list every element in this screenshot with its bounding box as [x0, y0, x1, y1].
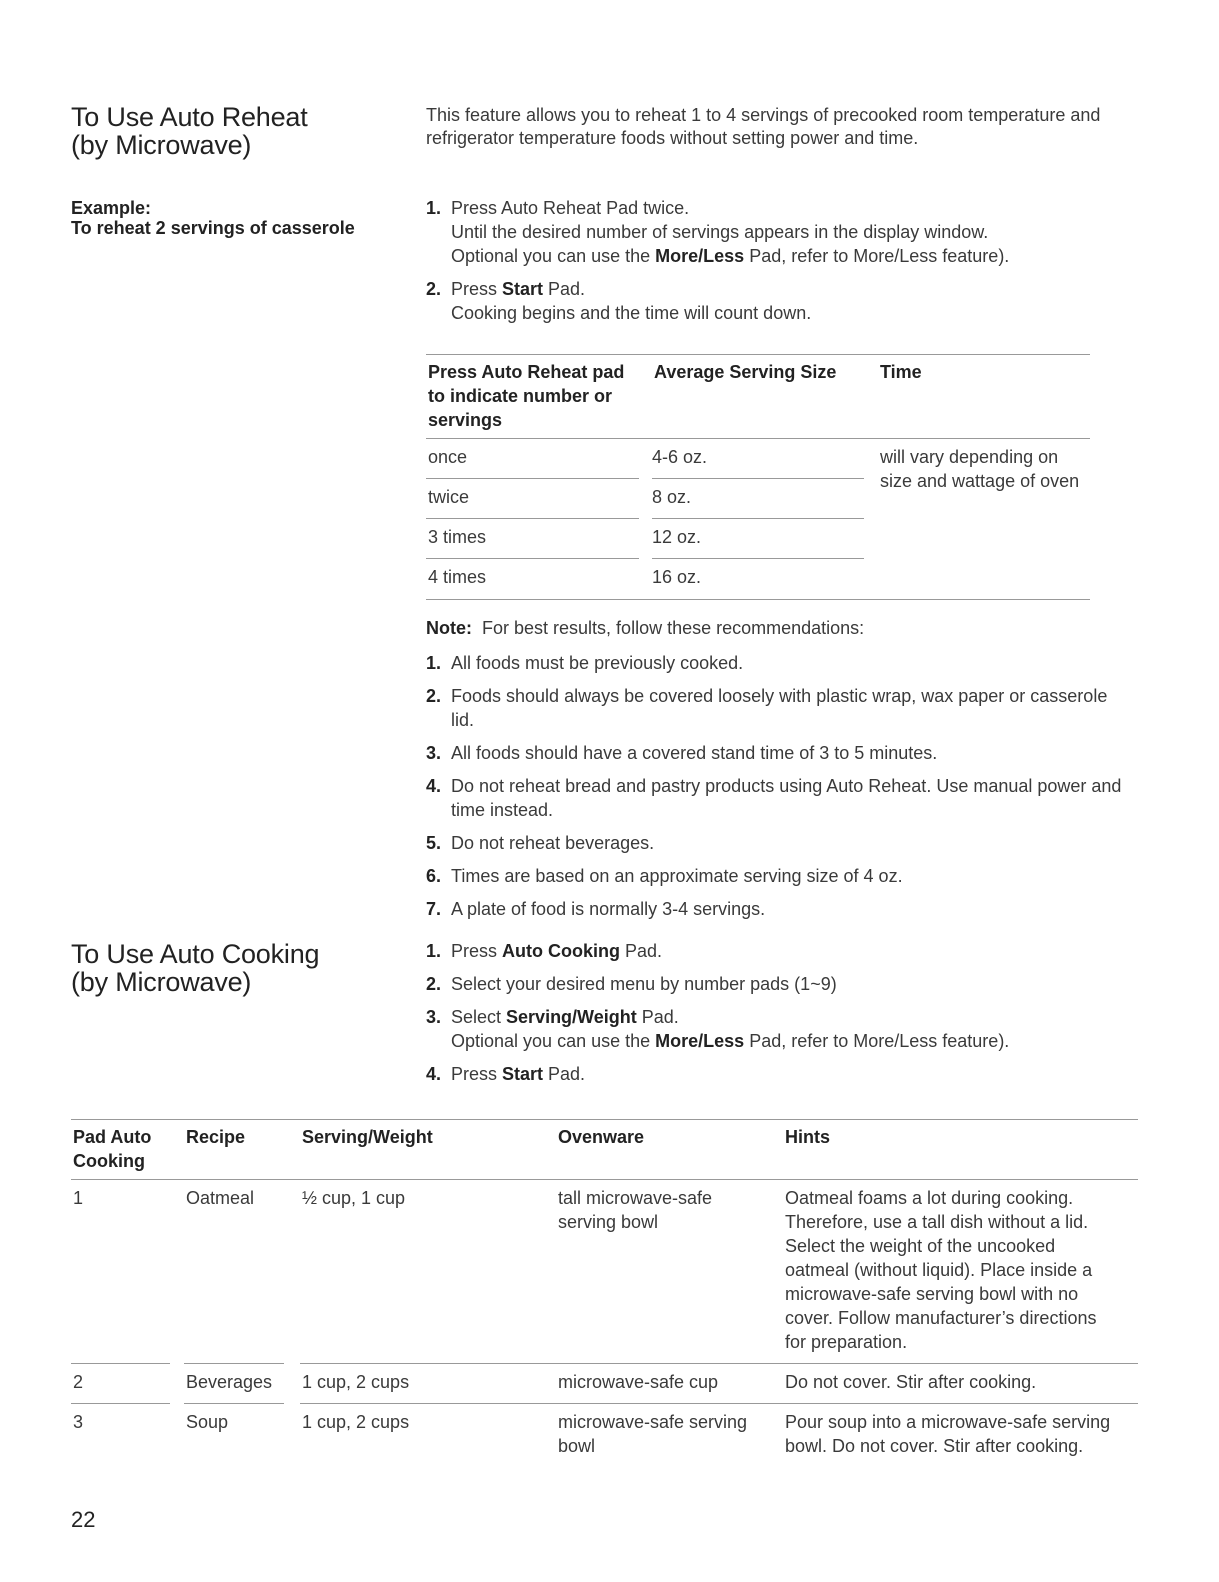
header-pad-auto-cooking: Pad Auto Cooking	[71, 1120, 184, 1180]
intro-text: This feature allows you to reheat 1 to 4 servings of precooked room temperature and refrigerator temperature foods without setting power and time.	[426, 105, 1101, 148]
list-item	[426, 774, 1131, 822]
cell-recipe: Oatmeal	[184, 1180, 300, 1364]
item-number: 2.	[426, 974, 442, 994]
list-item	[426, 939, 1146, 963]
title-line: To Use Auto Reheat	[71, 102, 308, 132]
header-serving-weight: Serving/Weight	[300, 1120, 556, 1180]
item-line	[451, 864, 1131, 888]
cell-recipe: Beverages	[184, 1364, 300, 1404]
cell-time: will vary depending on size and wattage of oven	[880, 447, 1080, 491]
text-segment: Optional you can use the	[451, 246, 656, 266]
item-line	[451, 1062, 1146, 1086]
cell-serving-size: 4-6 oz.	[652, 439, 878, 479]
text-segment: Pad, refer to More/Less feature).	[744, 1031, 1010, 1051]
header-press-auto-reheat: Press Auto Reheat pad to indicate number or servings	[426, 355, 652, 439]
item-number: 3.	[426, 1007, 442, 1027]
bold-term: Serving/Weight	[506, 1007, 637, 1027]
text-segment: Select your desired menu by number pads (1~9)	[451, 974, 837, 994]
list-item	[426, 1062, 1146, 1086]
list-item	[426, 864, 1131, 888]
item-line	[451, 741, 1131, 765]
item-line	[451, 939, 1146, 963]
bold-term: More/Less	[655, 246, 745, 266]
item-number: 1.	[426, 198, 442, 218]
text-segment: Pad, refer to More/Less feature).	[744, 246, 1010, 266]
text-segment: Select	[451, 1007, 507, 1027]
text-segment: Do not reheat bread and pastry products using Auto Reheat. Use manual power and time instead.	[451, 776, 1127, 820]
cell-serving-size: 16 oz.	[652, 567, 702, 587]
text-segment: Do not reheat beverages.	[451, 833, 655, 853]
list-item	[426, 741, 1131, 765]
list-item	[426, 1005, 1146, 1053]
table-row	[71, 1364, 1138, 1404]
text-segment: Pad.	[543, 279, 586, 299]
cell-serving-weight: 1 cup, 2 cups	[300, 1364, 556, 1404]
cell-presses: 3 times	[426, 519, 652, 559]
section-title-auto-cooking	[71, 940, 319, 996]
item-number: 5.	[426, 833, 442, 853]
bold-term: Auto Cooking	[502, 941, 620, 961]
example-label: Example:	[71, 198, 152, 218]
item-number: 7.	[426, 899, 442, 919]
item-line	[451, 301, 1146, 325]
cell-hints: Pour soup into a microwave-safe serving bowl. Do not cover. Stir after cooking.	[785, 1412, 1111, 1456]
list-item	[426, 972, 1146, 996]
header-ovenware: Ovenware	[556, 1120, 783, 1180]
note	[426, 616, 1146, 640]
header-time: Time	[878, 355, 1090, 439]
cell-pad: 2	[71, 1364, 184, 1404]
cell-presses: once	[426, 439, 652, 479]
title-line: To Use Auto Cooking	[71, 939, 320, 969]
item-line	[451, 244, 1146, 268]
cell-serving-weight: 1 cup, 2 cups	[302, 1412, 410, 1432]
text-segment: All foods should have a covered stand time of 3 to 5 minutes.	[451, 743, 938, 763]
cell-hints: Oatmeal foams a lot during cooking. Therefore, use a tall dish without a lid. Select the weight of the uncooked oatmeal (without liquid). Place inside a microwave-safe serving bowl with no cover. Follow manufacturer’s directions for preparation.	[783, 1180, 1138, 1364]
table-row	[426, 439, 1090, 479]
item-number: 4.	[426, 1064, 442, 1084]
text-segment: Foods should always be covered loosely with plastic wrap, wax paper or casserole lid.	[451, 686, 1113, 730]
title-line: (by Microwave)	[71, 967, 252, 997]
bold-term: Start	[502, 279, 544, 299]
text-segment: Until the desired number of servings appears in the display window.	[451, 222, 989, 242]
header-hints: Hints	[783, 1120, 1138, 1180]
bold-term: More/Less	[655, 1031, 745, 1051]
item-line	[451, 831, 1131, 855]
list-item	[426, 196, 1146, 268]
item-number: 1.	[426, 941, 442, 961]
table-row	[71, 1404, 1138, 1468]
item-line	[451, 220, 1146, 244]
cell-ovenware: microwave-safe serving bowl	[558, 1412, 748, 1456]
notes	[426, 616, 1146, 930]
bold-term: Start	[502, 1064, 544, 1084]
cell-pad: 3	[73, 1412, 84, 1432]
cell-serving-weight: ½ cup, 1 cup	[300, 1180, 556, 1364]
note-text: For best results, follow these recommendations:	[482, 618, 865, 638]
cell-serving-size: 12 oz.	[652, 519, 878, 559]
title-line: (by Microwave)	[71, 130, 252, 160]
text-segment: Pad.	[636, 1007, 679, 1027]
header-recipe: Recipe	[184, 1120, 300, 1180]
cell-ovenware: tall microwave-safe serving bowl	[556, 1180, 783, 1364]
text-segment: Press	[451, 941, 503, 961]
cell-hints: Do not cover. Stir after cooking.	[783, 1364, 1138, 1404]
list-item	[426, 897, 1131, 921]
header-average-serving-size: Average Serving Size	[652, 355, 878, 439]
text-segment: Optional you can use the	[451, 1031, 656, 1051]
cell-presses: twice	[426, 479, 652, 519]
reheat-steps	[426, 196, 1146, 334]
item-line	[451, 774, 1131, 822]
list-item	[426, 277, 1146, 325]
auto-cooking-steps	[426, 939, 1146, 1095]
note-label: Note:	[426, 618, 472, 638]
item-line	[451, 684, 1131, 732]
cell-serving-size: 8 oz.	[652, 479, 878, 519]
text-segment: Times are based on an approximate serving size of 4 oz.	[451, 866, 903, 886]
table-row	[71, 1180, 1138, 1364]
auto-cooking-table	[71, 1119, 1138, 1468]
list-item	[426, 831, 1131, 855]
list-item	[426, 651, 1131, 675]
item-number: 1.	[426, 653, 442, 673]
text-segment: Pad.	[620, 941, 663, 961]
item-line	[451, 972, 1146, 996]
cell-recipe: Soup	[186, 1412, 229, 1432]
item-number: 2.	[426, 279, 442, 299]
item-line	[451, 277, 1146, 301]
page-number: 22	[71, 1507, 96, 1532]
item-number: 2.	[426, 686, 442, 706]
item-line	[451, 196, 1146, 220]
text-segment: Press	[451, 1064, 503, 1084]
text-segment: A plate of food is normally 3-4 servings.	[451, 899, 766, 919]
text-segment: Pad.	[543, 1064, 586, 1084]
list-item	[426, 684, 1131, 732]
cell-ovenware: microwave-safe cup	[556, 1364, 783, 1404]
cell-presses: 4 times	[428, 567, 487, 587]
item-number: 3.	[426, 743, 442, 763]
section-title-auto-reheat	[71, 103, 308, 159]
text-segment: Press Auto Reheat Pad twice.	[451, 198, 690, 218]
cell-pad: 1	[71, 1180, 184, 1364]
item-line	[451, 1029, 1146, 1053]
reheat-table	[426, 354, 1090, 600]
text-segment: Press	[451, 279, 503, 299]
table-bottom-rule	[426, 599, 1090, 600]
example	[71, 198, 355, 238]
example-text: To reheat 2 servings of casserole	[71, 218, 355, 238]
item-line	[451, 897, 1131, 921]
item-line	[451, 651, 1131, 675]
recommendations-list	[426, 651, 1131, 921]
item-number: 6.	[426, 866, 442, 886]
text-segment: All foods must be previously cooked.	[451, 653, 744, 673]
item-line	[451, 1005, 1146, 1029]
text-segment: Cooking begins and the time will count down.	[451, 303, 812, 323]
item-number: 4.	[426, 776, 442, 796]
